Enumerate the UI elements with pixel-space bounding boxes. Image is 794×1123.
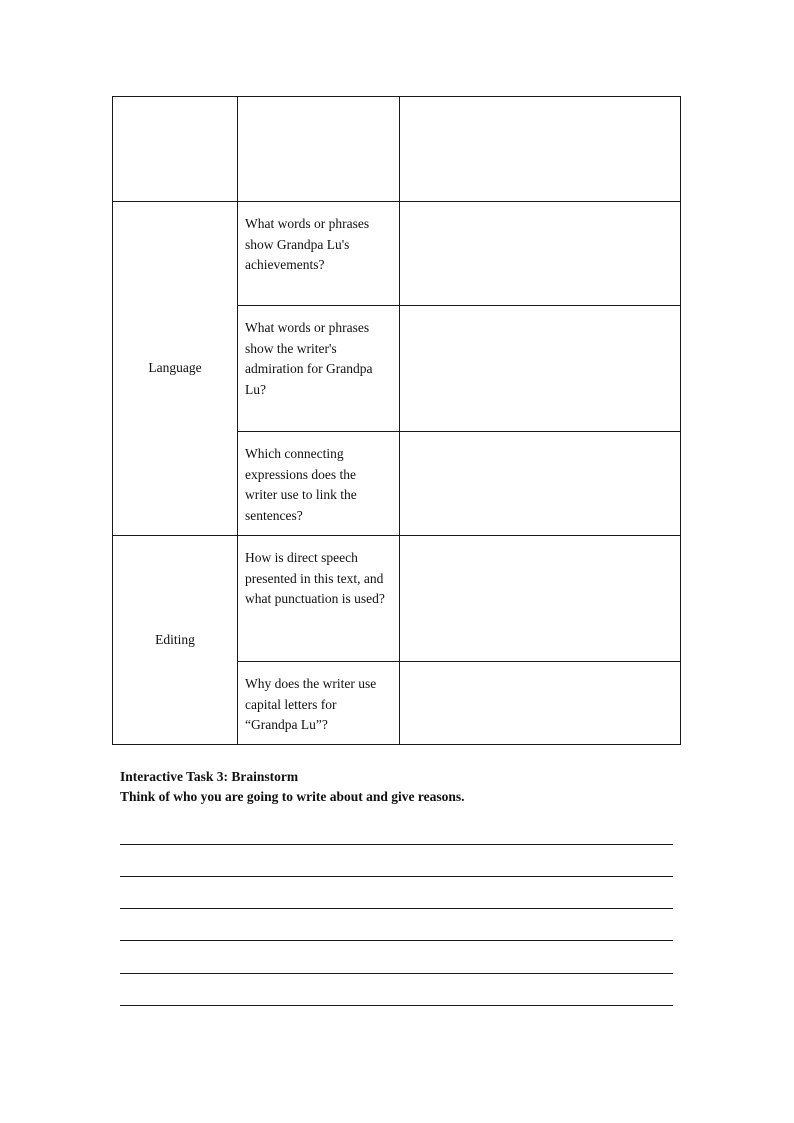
answer-cell-blank[interactable]	[400, 97, 681, 202]
question-capital-letters: Why does the writer use capital letters for “Grandpa Lu”?	[238, 662, 400, 745]
section-label-language: Language	[113, 202, 238, 536]
section-cell-blank	[113, 97, 238, 202]
answer-field-direct-speech[interactable]	[400, 536, 681, 662]
worksheet-table	[112, 96, 681, 745]
answer-line-5[interactable]	[120, 973, 673, 974]
question-direct-speech: How is direct speech presented in this text, and what punctuation is used?	[238, 536, 400, 662]
answer-line-3[interactable]	[120, 908, 673, 909]
table-row-language-achievements	[113, 202, 681, 306]
answer-field-connectives[interactable]	[400, 432, 681, 536]
answer-field-admiration[interactable]	[400, 306, 681, 432]
answer-line-6[interactable]	[120, 1005, 673, 1006]
answer-line-2[interactable]	[120, 876, 673, 877]
question-connectives: Which connecting expressions does the writer use to link the sentences?	[238, 432, 400, 536]
table-row-top-continuation	[113, 97, 681, 202]
task-title: Interactive Task 3: Brainstorm	[120, 769, 299, 784]
question-achievements: What words or phrases show Grandpa Lu's achievements?	[238, 202, 400, 306]
task-instruction: Think of who you are going to write about and give reasons.	[120, 789, 465, 804]
answer-line-1[interactable]	[120, 844, 673, 845]
question-admiration: What words or phrases show the writer's admiration for Grandpa Lu?	[238, 306, 400, 432]
answer-field-achievements[interactable]	[400, 202, 681, 306]
table-row-editing-direct-speech	[113, 536, 681, 662]
answer-line-4[interactable]	[120, 940, 673, 941]
answer-field-capital-letters[interactable]	[400, 662, 681, 745]
question-cell-blank	[238, 97, 400, 202]
brainstorm-task	[120, 767, 680, 807]
section-label-editing: Editing	[113, 536, 238, 745]
